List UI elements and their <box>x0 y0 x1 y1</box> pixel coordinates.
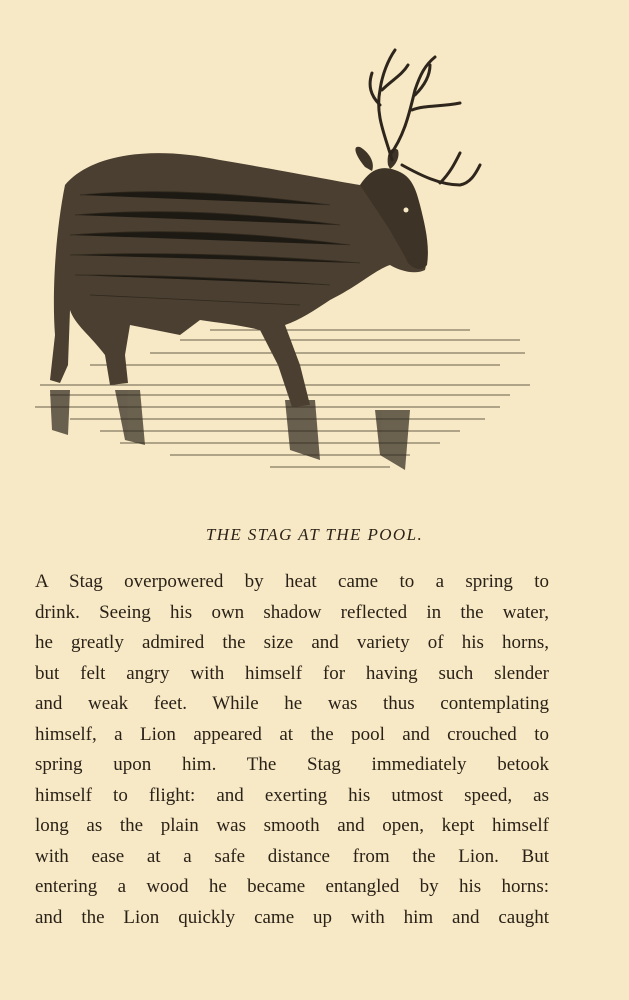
paragraph-line: long as the plain was smooth and open, kept himself <box>35 815 549 836</box>
paragraph-line: drink. Seeing his own shadow reflected in the water, <box>35 601 549 623</box>
illustration-caption: THE STAG AT THE POOL. <box>205 525 424 544</box>
paragraph-line: he greatly admired the size and variety of his horns, <box>35 632 549 653</box>
paragraph-line: spring upon him. The Stag immediately betook <box>35 754 549 775</box>
paragraph-line: A Stag overpowered by heat came to a spring to <box>35 571 549 592</box>
paragraph-line: and the Lion quickly came up with him and caught <box>35 906 549 928</box>
paragraph-line: but felt angry with himself for having such slender <box>35 662 549 684</box>
stag-engraving-illustration <box>30 35 570 490</box>
paragraph-line: and weak feet. While he was thus contemplating <box>35 693 549 714</box>
paragraph-line: entering a wood he became entangled by his horns: <box>35 876 549 897</box>
paragraph-line: himself, a Lion appeared at the pool and crouched to <box>35 723 549 745</box>
fable-paragraph <box>35 567 549 933</box>
paragraph-line: with ease at a safe distance from the Lion. But <box>35 845 549 867</box>
paragraph-line: himself to flight: and exerting his utmost speed, as <box>35 784 549 806</box>
